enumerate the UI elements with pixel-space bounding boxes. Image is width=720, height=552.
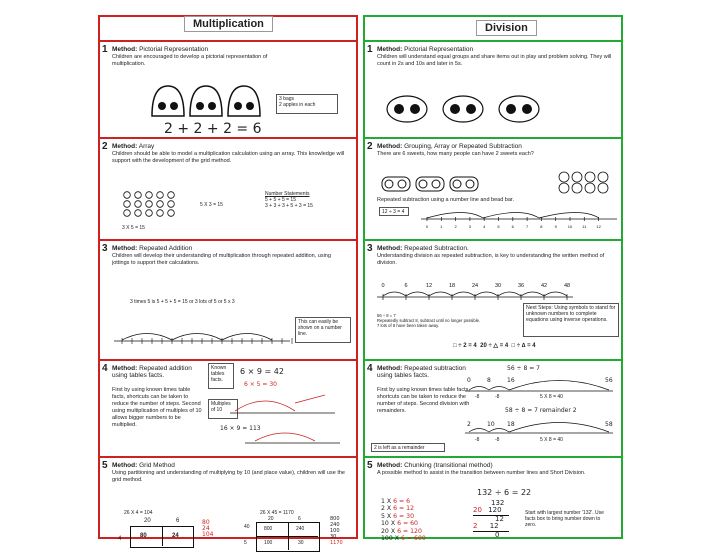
jottings-drawing <box>225 391 345 451</box>
grid-1: 20 6 4 80 24 <box>118 518 198 548</box>
mult-cell-4 <box>100 359 356 456</box>
jump-arc <box>452 292 475 296</box>
line-1-step: -8 <box>475 394 480 400</box>
array-dot <box>135 210 142 217</box>
cell-number: 1 <box>367 44 373 55</box>
number-line-note: This can easily be shown on a number line. <box>295 317 351 343</box>
division-header: Division <box>476 20 537 36</box>
jump-arc <box>406 292 429 296</box>
method-title: Method: Grouping, Array or Repeated Subtraction <box>377 143 522 150</box>
grouping-drawing <box>385 94 555 124</box>
cell-number: 1 <box>102 44 108 55</box>
method-description: Using partitioning and understanding of multiplying by 10 (and place value), children will use the grid method. <box>112 470 345 483</box>
repeated-addition-line: 3 times 5 is 5 + 5 + 5 = 15 or 3 lots of 5 or 5 x 3 <box>130 299 235 305</box>
tick-label: 30 <box>494 283 502 289</box>
method-description: A possible method to assist in the transition between number lines and Short Division. <box>377 470 586 476</box>
array-dot <box>135 201 142 208</box>
method-title: Method: Repeated Addition <box>112 245 193 252</box>
method-description: There are 6 sweets, how many people can have 2 sweets each? <box>377 151 534 157</box>
tick-label: 42 <box>540 283 548 289</box>
array-dot <box>135 192 142 199</box>
grouping-circles <box>381 175 481 195</box>
tick-label: 24 <box>471 283 479 289</box>
tick-label: 1 <box>440 224 443 229</box>
line-1-step: -8 <box>495 394 500 400</box>
jump-arc <box>383 292 406 296</box>
cell-number: 2 <box>367 141 373 152</box>
cell-number: 4 <box>102 363 108 374</box>
array-equation: 3 X 5 = 15 <box>122 225 145 231</box>
array-dot <box>585 183 595 193</box>
remainder-equation: 58 ÷ 8 = 7 remainder 2 <box>505 407 577 414</box>
array-dot <box>124 192 131 199</box>
array-dot <box>124 201 131 208</box>
array-dot <box>572 172 582 182</box>
tick-label: 11 <box>582 224 587 229</box>
handwritten-fact: 16 × 9 = 113 <box>220 425 261 432</box>
line-1-step: 5 X 8 = 40 <box>540 394 563 400</box>
tick-label: 10 <box>567 224 573 229</box>
tick-label: 48 <box>563 283 571 289</box>
line-2-label: 10 <box>487 421 495 428</box>
grid-1-sum: 80 24 104 <box>202 519 214 538</box>
addition-equation: 2 + 2 + 2 = 6 <box>164 121 262 137</box>
method-description: Children should be able to model a multiplication calculation using an array. This knowledge will support with the development of the grid method. <box>112 151 345 164</box>
tick-label: 18 <box>448 283 456 289</box>
method-title: Method: Pictorial Representation <box>112 46 209 53</box>
tick-label: 2 <box>454 224 457 229</box>
grid-equation: 26 X 45 = 1170 <box>260 510 294 516</box>
cell-number: 3 <box>102 243 108 254</box>
jump-arc <box>498 292 521 296</box>
tick-label: 9 <box>554 224 557 229</box>
known-facts-box: Known tables facts. <box>208 363 234 389</box>
tick-label: 8 <box>540 224 543 229</box>
method-description: Children will understand equal groups and share items out in play and problem solving. They will count in 2s and 10s and later in 5s. <box>377 54 612 67</box>
grid-equation: 26 X 4 = 104 <box>124 510 153 516</box>
bags-note: 3 bags 2 apples in each <box>276 94 338 114</box>
array-dot <box>585 172 595 182</box>
line-2-step: 5 X 8 = 40 <box>540 437 563 443</box>
array-dot <box>598 172 608 182</box>
cell-number: 3 <box>367 243 373 254</box>
array-dot <box>157 192 164 199</box>
method-description: Repeated subtraction using a number line and bead bar. <box>377 197 514 203</box>
next-steps-note: Next Steps: Using symbols to stand for unknown numbers to complete equations using inverse operations. <box>523 303 619 337</box>
grid-2: 20 6 40 800 240 5 100 30 <box>244 516 324 546</box>
line-2-label: 58 <box>605 421 613 428</box>
facts-box: 1 X 6 = 6 2 X 6 = 12 5 X 6 = 30 10 X 6 = 60 20 X 6 = 120 100 X 6 = 600 <box>381 498 426 543</box>
tick-label: 3 <box>468 224 472 229</box>
tick-label: 0 <box>381 283 385 289</box>
array-dot <box>146 210 153 217</box>
method-description: Understanding division as repeated subtraction, is key to understanding the written method of division. <box>377 253 605 266</box>
array-dot <box>168 201 175 208</box>
tick-label: 7 <box>525 224 529 229</box>
cell-number: 5 <box>102 460 108 471</box>
div-cell-5 <box>365 456 621 541</box>
mult-cell-5 <box>100 456 356 546</box>
div-cell-4 <box>365 359 621 456</box>
worked-example: 56 ÷ 8 = 7 Repeatedly subtract 8, subtract until no longer possible. 7 lots of 8 have been taken away. <box>377 313 481 328</box>
handwritten-fact: 6 × 9 = 42 <box>240 367 284 376</box>
jump-arc <box>475 292 498 296</box>
array-dot <box>146 201 153 208</box>
line-2-step: -8 <box>475 437 480 443</box>
grid-2-sum: 800 240 100 30 1170 <box>330 516 343 546</box>
division-equation: 56 ÷ 8 = 7 <box>507 365 540 372</box>
tick-label: 6 <box>404 283 408 289</box>
line-1-label: 56 <box>605 377 613 384</box>
chunking-equation: 132 ÷ 6 = 22 <box>477 488 532 497</box>
jump-arc <box>429 292 452 296</box>
array-dot <box>559 183 569 193</box>
array-dot <box>559 172 569 182</box>
division-column <box>363 15 623 543</box>
multiplication-column <box>98 15 358 546</box>
method-description: First by using known times table facts, shortcuts can be taken to reduce the number of steps. Second division with remainders. <box>377 387 470 414</box>
array-dot <box>168 210 175 217</box>
number-line <box>112 323 292 345</box>
chunking-working: 132 20 120 12 2 12 0 <box>473 500 513 539</box>
number-statements: Number Statements 5 + 5 + 5 = 15 3 + 3 + 3 + 5 + 3 = 15 <box>265 191 313 209</box>
array-equation: 5 X 3 = 15 <box>200 202 223 208</box>
array-dot <box>124 210 131 217</box>
cell-number: 2 <box>102 141 108 152</box>
repeated-subtraction-line <box>377 277 577 303</box>
method-title: Method: Repeated Subtraction. <box>377 245 469 252</box>
line-2-label: 18 <box>507 421 515 428</box>
div-cell-1 <box>365 40 621 137</box>
tick-label: 5 <box>497 224 500 229</box>
equation-box: 12 ÷ 3 = 4 <box>379 207 409 216</box>
array-dot <box>168 192 175 199</box>
line-1-label: 16 <box>507 377 515 384</box>
method-title: Method: Array <box>112 143 155 150</box>
array-dots <box>122 191 182 217</box>
handwritten-fact: 6 × 5 = 30 <box>244 381 277 388</box>
line-1-label: 0 <box>467 377 471 384</box>
multiplication-header: Multiplication <box>184 16 273 32</box>
method-title: Method: Grid Method <box>112 462 175 469</box>
array-dot <box>146 192 153 199</box>
array-dot <box>598 183 608 193</box>
subtraction-number-line <box>421 207 621 229</box>
tick-label: 0 <box>425 224 429 229</box>
jump-arc <box>521 292 544 296</box>
remainder-note: 2 is left as a remainder <box>371 443 445 452</box>
cell-number: 5 <box>367 460 373 471</box>
line-1-label: 8 <box>487 377 491 384</box>
method-title: Method: Chunking (transitional method) <box>377 462 493 469</box>
mult-cell-3 <box>100 239 356 359</box>
cell-number: 4 <box>367 363 373 374</box>
multiples-box: Multiples of 10 <box>208 399 238 419</box>
tick-label: 4 <box>483 224 486 229</box>
array-dot <box>572 183 582 193</box>
mult-cell-2 <box>100 137 356 239</box>
array-dot <box>157 210 164 217</box>
method-title: Method: Pictorial Representation <box>377 46 474 53</box>
array-dot <box>157 201 164 208</box>
tick-label: 6 <box>511 224 514 229</box>
inverse-equations: □ ÷ 2 = 4 20 ÷ △ = 4 □ ÷ ∆ = 4 <box>453 343 536 349</box>
mult-cell-1 <box>100 40 356 137</box>
jump-arc <box>544 292 567 296</box>
method-description: Children are encouraged to develop a pictorial representation of multiplication. <box>112 54 268 67</box>
bags-drawing <box>150 82 260 120</box>
method-description: Children will develop their understanding of multiplication through repeated addition, using jottings to support their calculations. <box>112 253 331 266</box>
tick-label: 12 <box>596 224 601 229</box>
tick-label: 12 <box>425 283 433 289</box>
div-cell-3 <box>365 239 621 359</box>
array-circles <box>557 171 617 195</box>
chunking-note: Start with largest number '132'. Use facts box to bring number down to zero. <box>525 510 604 528</box>
line-2-label: 2 <box>467 421 471 428</box>
tick-label: 36 <box>517 283 525 289</box>
line-2-step: -8 <box>495 437 500 443</box>
method-description: First by using known times table facts, shortcuts can be taken to reduce the number of steps. Second using multiplication of multiples of 10 allows bigger numbers to be multiplied. <box>112 387 202 428</box>
method-title: Method: Repeated subtraction using tables facts. <box>377 365 466 379</box>
method-title: Method: Repeated addition using tables facts. <box>112 365 192 379</box>
div-cell-2 <box>365 137 621 239</box>
